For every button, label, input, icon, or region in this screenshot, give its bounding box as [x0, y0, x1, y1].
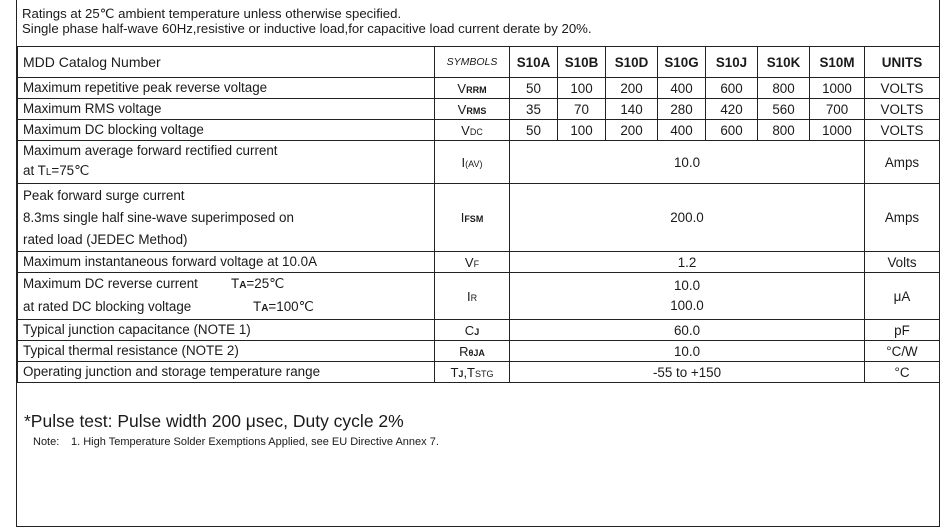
- unit-cell: VOLTS: [865, 120, 940, 141]
- unit-cell: °C/W: [865, 341, 940, 362]
- value-cell: 1000: [810, 120, 865, 141]
- value-cell: 700: [810, 99, 865, 120]
- table-row: [18, 120, 940, 141]
- symbol-cell: I(AV): [435, 141, 510, 184]
- param-cell: Maximum RMS voltage: [18, 99, 435, 120]
- param-cell: Typical junction capacitance (NOTE 1): [18, 320, 435, 341]
- part-header: S10M: [810, 47, 865, 78]
- symbols-header: SYMBOLS: [435, 47, 510, 78]
- value-cell: 200.0: [510, 184, 865, 252]
- symbol-cell: VRMS: [435, 99, 510, 120]
- param-cell: Operating junction and storage temperature range: [18, 362, 435, 383]
- part-header: S10A: [510, 47, 558, 78]
- symbol-cell: VF: [435, 252, 510, 273]
- param-cell: Maximum DC blocking voltage: [18, 120, 435, 141]
- table-row: [18, 141, 940, 184]
- unit-cell: μA: [865, 273, 940, 320]
- part-header: S10B: [558, 47, 606, 78]
- unit-cell: Amps: [865, 141, 940, 184]
- part-header: S10K: [758, 47, 810, 78]
- value-cell: 400: [658, 120, 706, 141]
- unit-cell: VOLTS: [865, 78, 940, 99]
- value-cell: 70: [558, 99, 606, 120]
- intro-line-1: Ratings at 25℃ ambient temperature unless otherwise specified.: [22, 6, 402, 21]
- part-header: S10D: [606, 47, 658, 78]
- symbol-cell: IFSM: [435, 184, 510, 252]
- value-cell: 1000: [810, 78, 865, 99]
- table-row: [18, 320, 940, 341]
- unit-cell: pF: [865, 320, 940, 341]
- note-1: 1. High Temperature Solder Exemptions Applied, see EU Directive Annex 7.: [71, 436, 439, 448]
- value-cell: 50: [510, 78, 558, 99]
- value-cell: 60.0: [510, 320, 865, 341]
- value-cell: 100: [558, 120, 606, 141]
- pulse-test-note: *Pulse test: Pulse width 200 μsec, Duty cycle 2%: [24, 411, 404, 431]
- catalog-number-header: MDD Catalog Number: [18, 47, 435, 78]
- value-cell: 10.0: [510, 141, 865, 184]
- value-cell: 100: [558, 78, 606, 99]
- table-row: [18, 184, 940, 252]
- param-cell: Peak forward surge current 8.3ms single half sine-wave superimposed on rated load (JEDEC Method): [18, 184, 435, 252]
- part-header: S10G: [658, 47, 706, 78]
- unit-cell: Volts: [865, 252, 940, 273]
- intro-line-2: Single phase half-wave 60Hz,resistive or inductive load,for capacitive load current derate by 20%.: [22, 21, 592, 36]
- param-cell: Maximum DC reverse current TA=25℃ at rated DC blocking voltage TA=100℃: [18, 273, 435, 320]
- table-row: [18, 362, 940, 383]
- value-cell: 560: [758, 99, 810, 120]
- unit-cell: °C: [865, 362, 940, 383]
- unit-cell: Amps: [865, 184, 940, 252]
- symbol-cell: VRRM: [435, 78, 510, 99]
- symbol-cell: VDC: [435, 120, 510, 141]
- value-cell: 35: [510, 99, 558, 120]
- symbol-cell: CJ: [435, 320, 510, 341]
- symbol-cell: IR: [435, 273, 510, 320]
- value-cell: 400: [658, 78, 706, 99]
- intro-text: [22, 6, 592, 36]
- value-cell: -55 to +150: [510, 362, 865, 383]
- ratings-table: [17, 46, 940, 383]
- param-cell: Typical thermal resistance (NOTE 2): [18, 341, 435, 362]
- param-cell: Maximum average forward rectified current at TL=75℃: [18, 141, 435, 184]
- table-row: [18, 273, 940, 320]
- footnote: [33, 436, 439, 448]
- table-row: [18, 341, 940, 362]
- value-cell: 1.2: [510, 252, 865, 273]
- value-cell: 280: [658, 99, 706, 120]
- symbol-cell: TJ,TSTG: [435, 362, 510, 383]
- value-cell: 10.0: [510, 341, 865, 362]
- value-cell: 420: [706, 99, 758, 120]
- value-cell: 10.0 100.0: [510, 273, 865, 320]
- param-cell: Maximum instantaneous forward voltage at 10.0A: [18, 252, 435, 273]
- units-header: UNITS: [865, 47, 940, 78]
- table-row: [18, 99, 940, 120]
- table-row: [18, 252, 940, 273]
- part-header: S10J: [706, 47, 758, 78]
- note-label: Note:: [33, 436, 60, 448]
- value-cell: 200: [606, 78, 658, 99]
- value-cell: 800: [758, 78, 810, 99]
- value-cell: 140: [606, 99, 658, 120]
- value-cell: 200: [606, 120, 658, 141]
- symbol-cell: RθJA: [435, 341, 510, 362]
- value-cell: 50: [510, 120, 558, 141]
- value-cell: 800: [758, 120, 810, 141]
- header-row: [18, 47, 940, 78]
- param-cell: Maximum repetitive peak reverse voltage: [18, 78, 435, 99]
- unit-cell: VOLTS: [865, 99, 940, 120]
- value-cell: 600: [706, 78, 758, 99]
- table-row: [18, 78, 940, 99]
- value-cell: 600: [706, 120, 758, 141]
